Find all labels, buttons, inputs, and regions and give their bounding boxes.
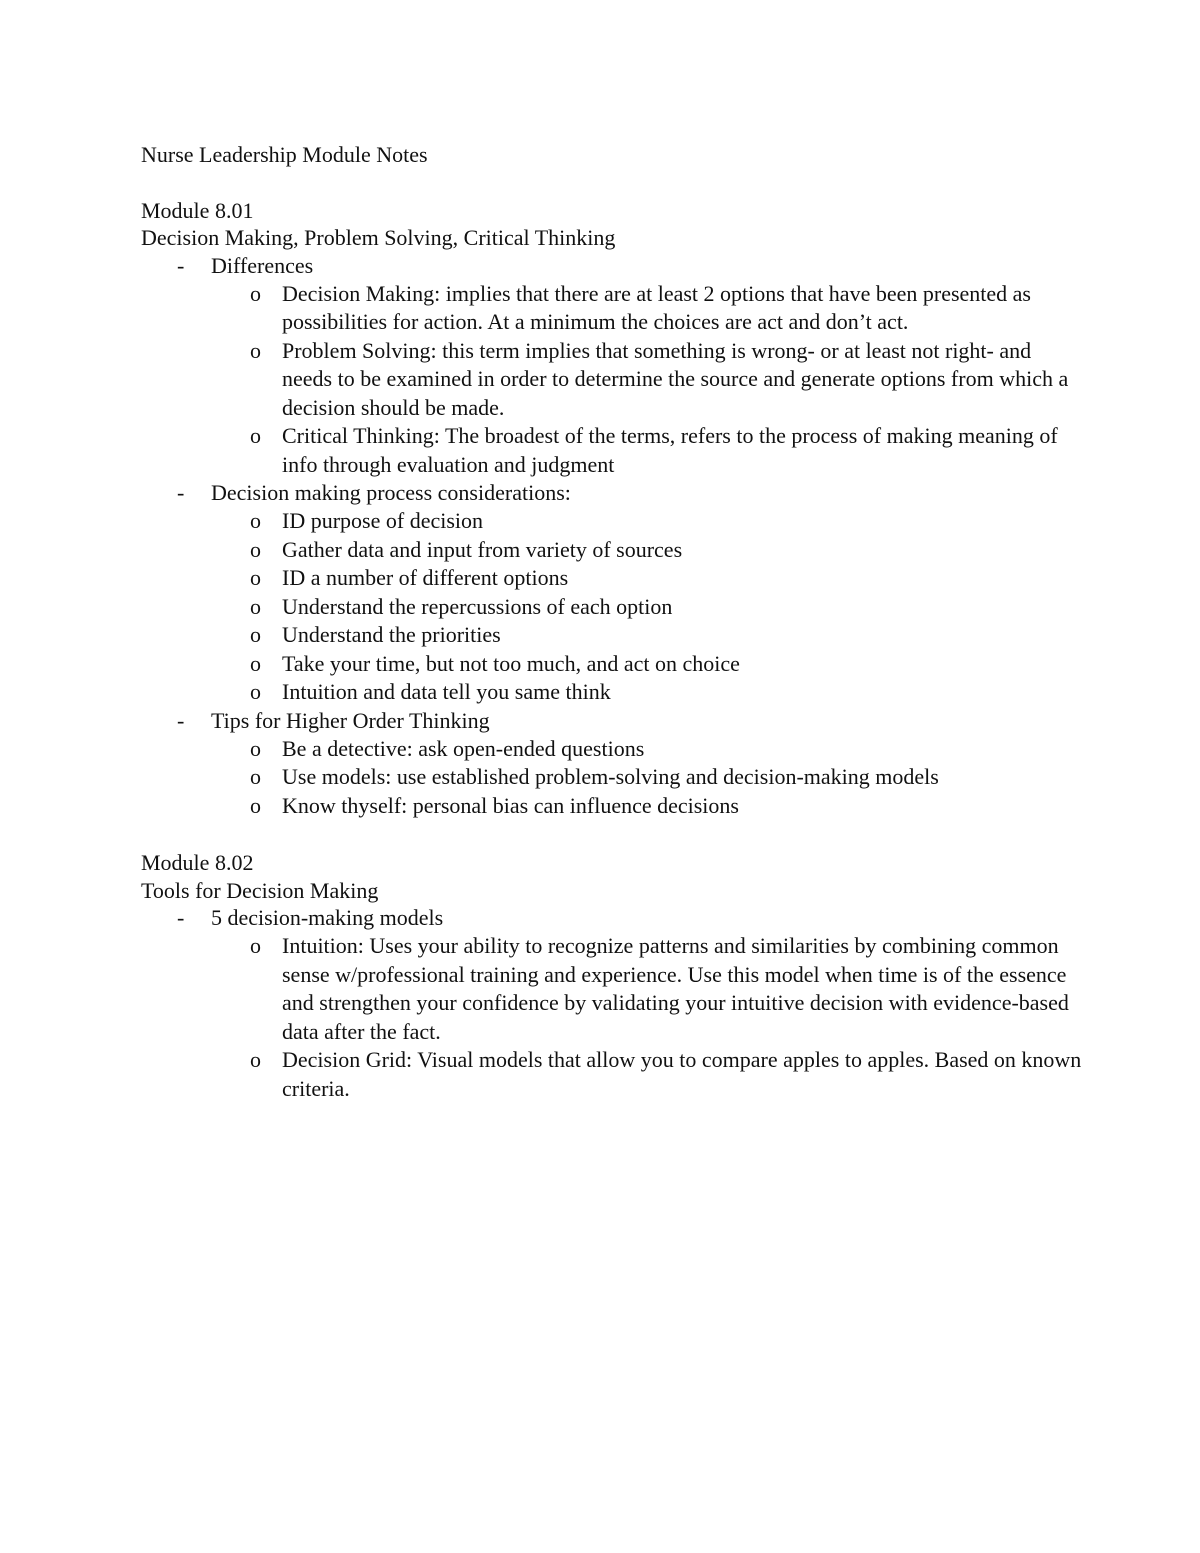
list-item-decision-models (141, 904, 1081, 932)
circle-bullet-icon: o (250, 735, 261, 761)
list-item-label: Tips for Higher Order Thinking (211, 707, 490, 733)
circle-bullet-icon: o (250, 679, 261, 704)
module-subtitle: Tools for Decision Making (141, 877, 379, 903)
circle-bullet-icon: o (250, 337, 261, 363)
sub-list-item-text: Know thyself: personal bias can influence decisions (282, 792, 739, 818)
dash-bullet: - (177, 480, 185, 505)
document-title: Nurse Leadership Module Notes (141, 142, 428, 167)
module-subtitle: Decision Making, Problem Solving, Critical Thinking (141, 225, 616, 250)
circle-bullet-icon: o (250, 1047, 261, 1072)
sub-list-item-text: Gather data and input from variety of sources (282, 536, 683, 562)
sub-list-item-text: Decision Grid: Visual models that allow you to compare apples to apples. Based on known criteria. (282, 1047, 1082, 1101)
sub-list-item-text: ID purpose of decision (282, 508, 484, 533)
sub-list-item (141, 593, 1081, 622)
list-item-label: 5 decision-making models (211, 905, 444, 930)
sub-list-item-text: Critical Thinking: The broadest of the terms, refers to the process of making meaning of info through evaluation and judgment (282, 423, 1058, 477)
sub-list-item-text: ID a number of different options (282, 565, 569, 590)
sub-list-item (141, 678, 1081, 707)
circle-bullet-icon: o (250, 933, 261, 958)
circle-bullet-icon: o (250, 565, 261, 590)
list-item-differences (141, 252, 1081, 280)
dash-bullet: - (177, 905, 185, 930)
sub-list (141, 507, 1081, 707)
sub-list-item-text: Understand the priorities (282, 622, 501, 647)
circle-bullet-icon: o (250, 764, 261, 789)
circle-bullet-icon: o (250, 280, 261, 306)
document-page (141, 141, 1081, 1103)
circle-bullet-icon: o (250, 650, 261, 676)
circle-bullet-icon: o (250, 508, 261, 533)
sub-list-item (141, 792, 1081, 821)
sub-list-item (141, 422, 1081, 479)
list-item-label: Decision making process considerations: (211, 480, 571, 505)
dash-bullet: - (177, 707, 185, 733)
sub-list-item-text: Take your time, but not too much, and act on choice (282, 650, 740, 676)
sub-list-item (141, 932, 1081, 1046)
sub-list-item-text: Understand the repercussions of each option (282, 593, 673, 619)
circle-bullet-icon: o (250, 593, 261, 619)
sub-list-item (141, 507, 1081, 536)
sub-list (141, 735, 1081, 821)
list-item-higher-order-tips (141, 707, 1081, 735)
sub-list-item-text: Use models: use established problem-solving and decision-making models (282, 764, 939, 789)
sub-list-item (141, 735, 1081, 764)
circle-bullet-icon: o (250, 792, 261, 818)
sub-list-item (141, 621, 1081, 650)
list-item-decision-process (141, 479, 1081, 507)
sub-list-item (141, 650, 1081, 679)
sub-list-item-text: Be a detective: ask open-ended questions (282, 735, 645, 761)
module-heading: Module 8.02 (141, 850, 254, 875)
sub-list-item (141, 1046, 1081, 1103)
sub-list-item (141, 337, 1081, 423)
sub-list-item (141, 280, 1081, 337)
list-item-label: Differences (211, 252, 314, 278)
sub-list-item-text: Intuition: Uses your ability to recognize patterns and similarities by combining common sense w/professional training and experience. Use this model when time is of the essence and strengthen your confidence by validating your intuitive decision with evidence-based data after the fact. (282, 933, 1069, 1044)
circle-bullet-icon: o (250, 622, 261, 647)
sub-list-item-text: Problem Solving: this term implies that something is wrong- or at least not right- and needs to be examined in order to determine the source and generate options from which a decision should be made. (282, 337, 1069, 420)
sub-list-item (141, 536, 1081, 565)
circle-bullet-icon: o (250, 423, 261, 448)
module-8-01 (141, 197, 1081, 821)
module-heading: Module 8.01 (141, 197, 254, 223)
sub-list (141, 932, 1081, 1103)
sub-list (141, 280, 1081, 480)
sub-list-item-text: Decision Making: implies that there are at least 2 options that have been presented as possibilities for action. At a minimum the choices are act and don’t act. (282, 280, 1031, 334)
module-8-02 (141, 849, 1081, 1103)
circle-bullet-icon: o (250, 536, 261, 562)
sub-list-item (141, 564, 1081, 593)
sub-list-item-text: Intuition and data tell you same think (282, 679, 611, 704)
sub-list-item (141, 763, 1081, 792)
dash-bullet: - (177, 252, 185, 278)
